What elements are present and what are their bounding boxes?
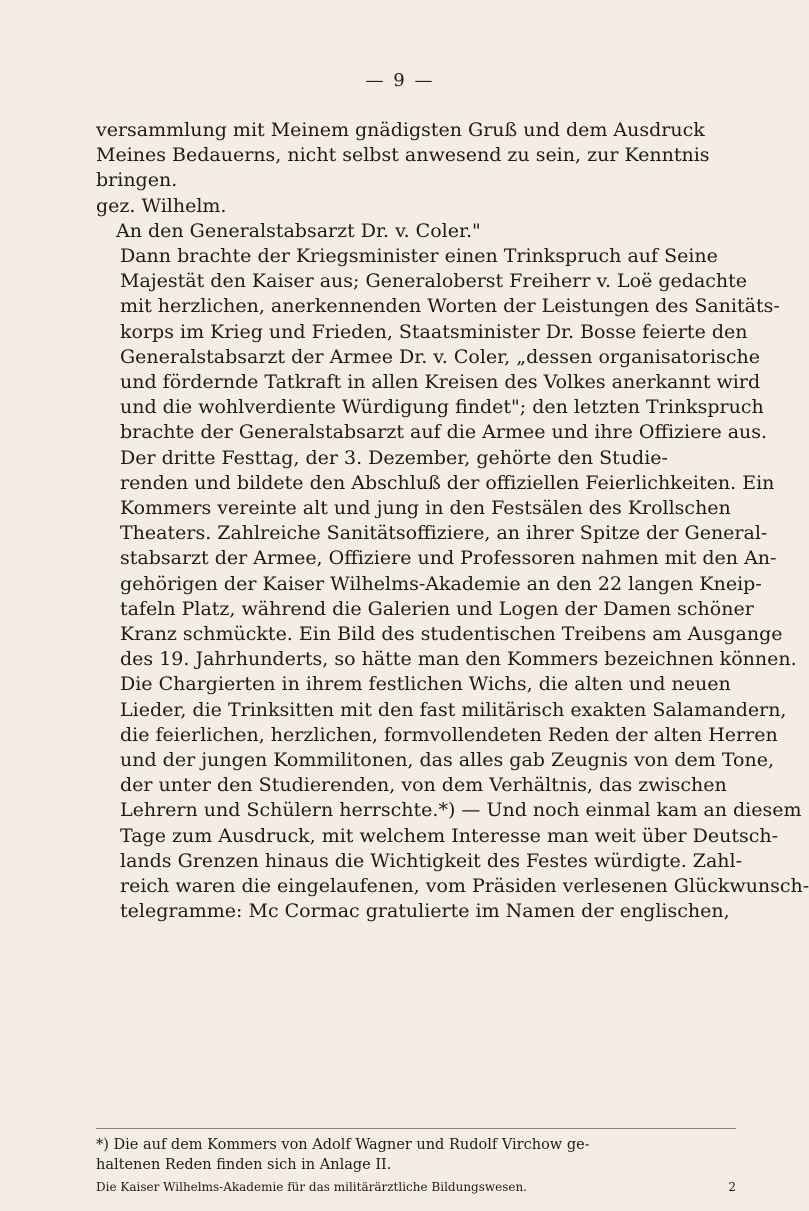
text-line: tafeln Platz, während die Galerien und Logen der Damen schöner xyxy=(120,597,754,620)
text-line: versammlung mit Meinem gnädigsten Gruß und dem Ausdruck xyxy=(96,119,705,141)
text-line: Die Chargierten in ihrem festlichen Wichs, die alten und neuen xyxy=(120,673,731,696)
opening-paragraph xyxy=(96,118,736,194)
footnote-block xyxy=(96,1128,736,1175)
text-line: Generalstabsarzt der Armee Dr. v. Coler, „dessen organisatorische xyxy=(120,345,761,368)
text-line: die feierlichen, herzlichen, formvollendeten Reden der alten Herren xyxy=(120,723,778,746)
running-footer-text: Die Kaiser Wilhelms-Akademie für das militärärztliche Bildungswesen. xyxy=(96,1180,528,1194)
text-line: telegramme: Mc Cormac gratulierte im Namen der englischen, xyxy=(120,900,730,923)
footnote-line: *) Die auf dem Kommers von Adolf Wagner und Rudolf Virchow ge- xyxy=(96,1137,590,1153)
text-line: Dann brachte der Kriegsminister einen Trinkspruch auf Seine xyxy=(120,245,718,268)
text-line: der unter den Studierenden, von dem Verhältnis, das zwischen xyxy=(120,774,727,797)
page-number: — 9 — xyxy=(365,70,435,91)
text-line: lands Grenzen hinaus die Wichtigkeit des Festes würdigte. Zahl- xyxy=(120,849,743,872)
signature: gez. Wilhelm. xyxy=(96,194,227,217)
page-footer xyxy=(96,1180,736,1194)
text-line: bringen. xyxy=(96,169,178,192)
body-text xyxy=(96,118,809,925)
paragraph-toasts xyxy=(96,244,780,446)
text-line: gehörigen der Kaiser Wilhelms-Akademie an den 22 langen Kneip- xyxy=(120,572,762,595)
footnote-line: haltenen Reden finden sich in Anlage II. xyxy=(96,1157,392,1173)
paragraph-third-festday xyxy=(96,446,809,925)
text-line: Meines Bedauerns, nicht selbst anwesend zu sein, zur Kenntnis xyxy=(96,144,710,167)
text-line: Majestät den Kaiser aus; Generaloberst Freiherr v. Loë gedachte xyxy=(120,270,748,293)
text-line: brachte der Generalstabsarzt auf die Armee und ihre Offiziere aus. xyxy=(120,421,768,444)
text-line: Kranz schmückte. Ein Bild des studentischen Treibens am Ausgange xyxy=(120,623,783,646)
text-line: reich waren die eingelaufenen, vom Präsiden verlesenen Glückwunsch- xyxy=(120,875,809,898)
text-line: Der dritte Festtag, der 3. Dezember, gehörte den Studie- xyxy=(120,446,668,469)
text-line: und die wohlverdiente Würdigung findet"; den letzten Trinkspruch xyxy=(120,396,764,419)
text-line: des 19. Jahrhunderts, so hätte man den Kommers bezeichnen können. xyxy=(120,648,797,671)
text-line: und fördernde Tatkraft in allen Kreisen des Volkes anerkannt wird xyxy=(120,371,761,394)
text-line: Tage zum Ausdruck, mit welchem Interesse man weit über Deutsch- xyxy=(120,824,779,847)
sheet-signature: 2 xyxy=(728,1180,736,1194)
addressee: An den Generalstabsarzt Dr. v. Coler." xyxy=(116,219,481,242)
text-line: und der jungen Kommilitonen, das alles gab Zeugnis von dem Tone, xyxy=(120,749,775,772)
text-line: renden und bildete den Abschluß der offiziellen Feierlichkeiten. Ein xyxy=(120,471,775,494)
text-line: Theaters. Zahlreiche Sanitätsoffiziere, an ihrer Spitze der General- xyxy=(120,522,768,545)
text-line: mit herzlichen, anerkennenden Worten der Leistungen des Sanitäts- xyxy=(120,295,780,318)
text-line: Lehrern und Schülern herrschte.*) — Und noch einmal kam an diesem xyxy=(120,799,802,822)
text-line: korps im Krieg und Frieden, Staatsminister Dr. Bosse feierte den xyxy=(120,320,748,343)
text-line: Lieder, die Trinksitten mit den fast militärisch exakten Salamandern, xyxy=(120,698,787,721)
text-line: Kommers vereinte alt und jung in den Festsälen des Krollschen xyxy=(120,497,731,520)
text-line: stabsarzt der Armee, Offiziere und Professoren nahmen mit den An- xyxy=(120,547,777,570)
